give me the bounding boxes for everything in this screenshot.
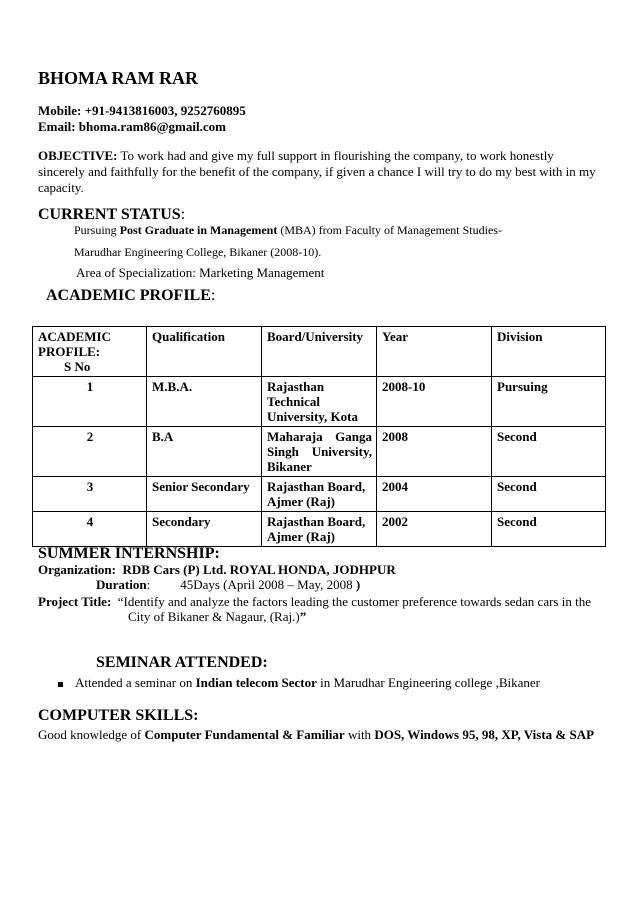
header-cell-qualification: Qualification <box>147 327 262 377</box>
bullet-icon <box>58 682 63 687</box>
current-status-line1: Pursuing Post Graduate in Management (MBA) from Faculty of Management Studies- <box>74 223 502 237</box>
email-line: Email: bhoma.ram86@gmail.com <box>38 119 226 134</box>
table-row: 2 B.A Maharaja Ganga Singh University, Bikaner 2008 Second <box>33 427 606 477</box>
table-row: 4 Secondary Rajasthan Board, Ajmer (Raj) 2002 Second <box>33 512 606 547</box>
mobile-line: Mobile: +91-9413816003, 9252760895 <box>38 103 246 118</box>
organization-line: Organization: RDB Cars (P) Ltd. ROYAL HONDA, JODHPUR <box>38 562 396 577</box>
table-row: 1 M.B.A. Rajasthan Technical University, Kota 2008-10 Pursuing <box>33 377 606 427</box>
objective-section <box>38 148 598 196</box>
objective-text: To work had and give my full support in flourishing the company, to work honestly sincerely and faithfully for the benefit of the company, if given a chance I will try to do my best with in my capacity. <box>38 148 596 195</box>
table-header-row <box>33 327 606 377</box>
current-status-heading: CURRENT STATUS: <box>38 206 186 223</box>
objective-label: OBJECTIVE: <box>38 148 118 163</box>
project-title-line: Project Title: “Identify and analyze the factors leading the customer preference towards sedan cars in the <box>38 594 591 609</box>
header-cell-board: Board/University <box>262 327 377 377</box>
summer-internship-heading: SUMMER INTERNSHIP: <box>38 545 220 562</box>
duration-line: Duration: 45Days (April 2008 – May, 2008 ) <box>96 577 361 592</box>
header-cell-profile: ACADEMIC PROFILE: S No <box>33 327 147 377</box>
academic-profile-heading: ACADEMIC PROFILE: <box>46 287 216 304</box>
seminar-item: Attended a seminar on Indian telecom Sector in Marudhar Engineering college ,Bikaner <box>58 675 540 691</box>
seminar-heading: SEMINAR ATTENDED: <box>96 654 268 671</box>
computer-skills-text: Good knowledge of Computer Fundamental & Familiar with DOS, Windows 95, 98, XP, Vista & SAP <box>38 727 595 742</box>
project-title-line2: City of Bikaner & Nagaur, (Raj.)” <box>128 609 307 624</box>
header-cell-year: Year <box>377 327 492 377</box>
specialization-line: Area of Specialization: Marketing Management <box>76 265 325 280</box>
candidate-name: BHOMA RAM RAR <box>38 68 198 88</box>
header-cell-division: Division <box>492 327 606 377</box>
computer-skills-heading: COMPUTER SKILLS: <box>38 707 199 724</box>
academic-table <box>32 326 606 547</box>
table-row: 3 Senior Secondary Rajasthan Board, Ajmer (Raj) 2004 Second <box>33 477 606 512</box>
current-status-line2: Marudhar Engineering College, Bikaner (2008-10). <box>74 245 322 259</box>
